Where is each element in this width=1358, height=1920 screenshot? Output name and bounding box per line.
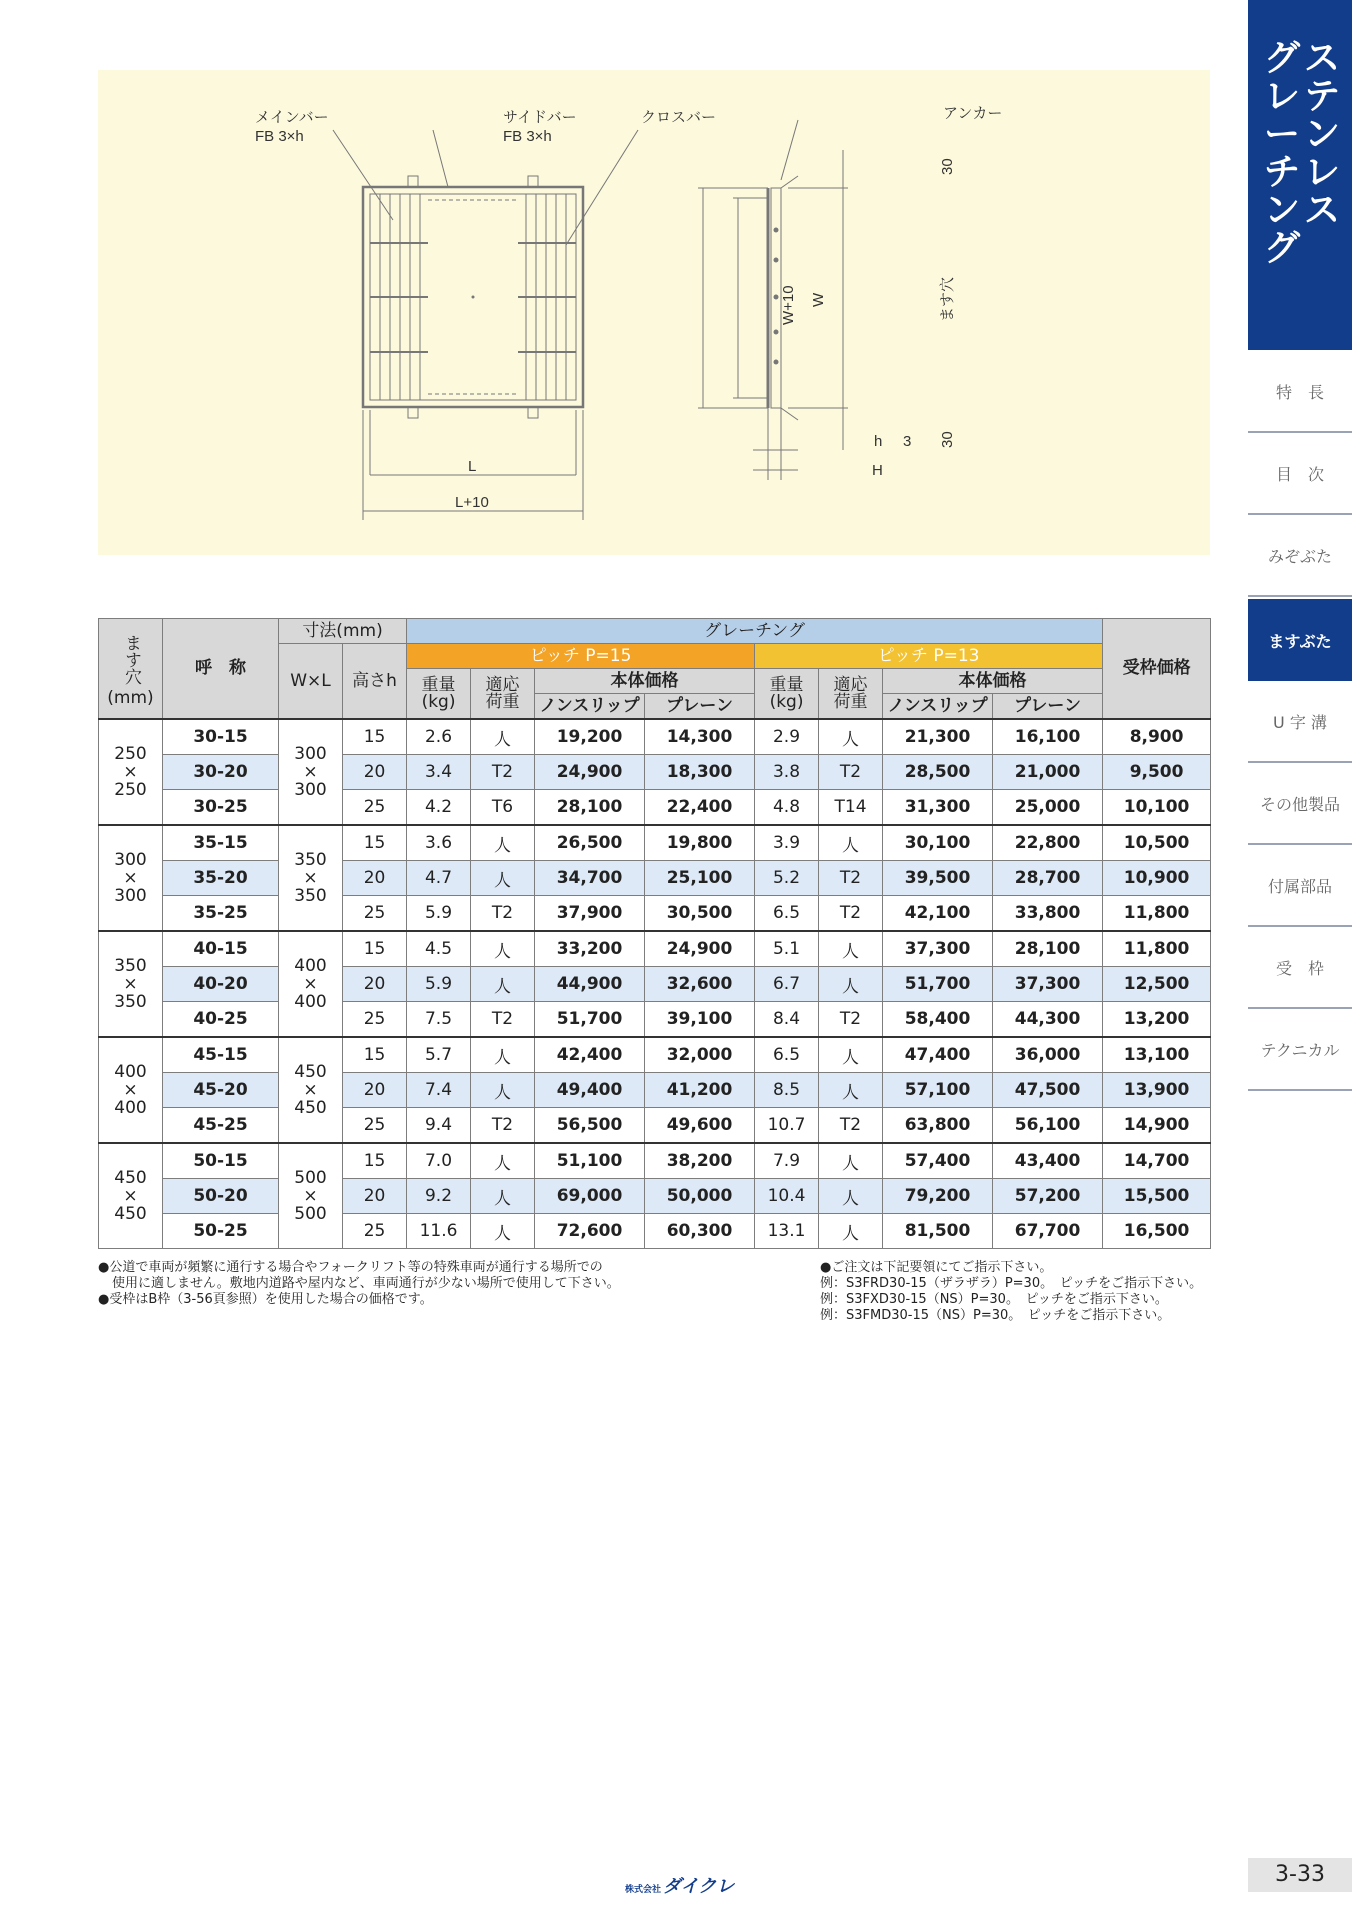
header-wl: W×L	[279, 644, 343, 720]
load13-cell: 人	[819, 967, 883, 1002]
header-load-label2: 荷重	[833, 691, 868, 712]
table-row	[99, 1179, 1211, 1214]
frame-price-cell: 16,500	[1103, 1214, 1211, 1249]
dim-h: h	[874, 433, 883, 450]
plain13-cell: 57,200	[993, 1179, 1103, 1214]
weight13-cell: 7.9	[755, 1143, 819, 1179]
nonslip13-cell: 63,800	[883, 1108, 993, 1144]
load13-cell: T14	[819, 790, 883, 826]
plain13-cell: 25,000	[993, 790, 1103, 826]
product-code-cell: 30-15	[163, 719, 279, 755]
dim-W10: W+10	[780, 285, 797, 325]
weight15-cell: 11.6	[407, 1214, 471, 1249]
frame-price-cell: 11,800	[1103, 896, 1211, 932]
label-cross-bar: クロスバー	[641, 109, 717, 126]
frame-price-cell: 12,500	[1103, 967, 1211, 1002]
table-row	[99, 1037, 1211, 1073]
notes-right	[820, 1260, 1202, 1324]
product-code-cell: 50-25	[163, 1214, 279, 1249]
nonslip13-cell: 42,100	[883, 896, 993, 932]
wl-size-text: 350	[294, 850, 327, 870]
table-row	[99, 719, 1211, 755]
nonslip15-cell: 37,900	[535, 896, 645, 932]
masu-size-text: ×	[123, 762, 138, 782]
frame-price-cell: 11,800	[1103, 931, 1211, 967]
sidebar	[1248, 0, 1358, 1920]
label-side-bar: サイドバー	[503, 109, 577, 126]
label-main-bar: メインバー	[255, 109, 329, 126]
product-code-cell: 30-20	[163, 755, 279, 790]
header-mm: (mm)	[107, 688, 154, 708]
header-kg-label: (kg)	[769, 691, 804, 712]
header-masu-text: ます穴	[121, 633, 141, 685]
masu-size-cell	[99, 1143, 163, 1249]
masu-size-text: 450	[114, 1168, 147, 1188]
height-cell: 20	[343, 967, 407, 1002]
weight15-cell: 3.6	[407, 825, 471, 861]
weight15-cell: 5.9	[407, 967, 471, 1002]
header-load-13	[819, 669, 883, 720]
height-cell: 20	[343, 1073, 407, 1108]
header-weight-label: 重量	[769, 674, 804, 695]
sidebar-item-u-channel[interactable]: U 字 溝	[1248, 681, 1352, 763]
nonslip13-cell: 39,500	[883, 861, 993, 896]
weight15-cell: 7.4	[407, 1073, 471, 1108]
product-code-cell: 35-20	[163, 861, 279, 896]
nonslip15-cell: 44,900	[535, 967, 645, 1002]
nonslip13-cell: 51,700	[883, 967, 993, 1002]
note-line: ●公道で車両が頻繁に通行する場合やフォークリフト等の特殊車両が通行する場所での	[98, 1260, 603, 1275]
frame-price-cell: 9,500	[1103, 755, 1211, 790]
weight13-cell: 5.2	[755, 861, 819, 896]
load15-cell: 人	[471, 1179, 535, 1214]
dim-H: H	[872, 462, 883, 479]
header-price-15: 本体価格	[535, 669, 755, 694]
note-line: 例：S3FMD30-15（NS）P=30。 ピッチをご指示下さい。	[820, 1308, 1171, 1323]
nonslip13-cell: 47,400	[883, 1037, 993, 1073]
product-code-cell: 30-25	[163, 790, 279, 826]
plain15-cell: 19,800	[645, 825, 755, 861]
weight15-cell: 7.0	[407, 1143, 471, 1179]
table-row	[99, 861, 1211, 896]
note-line: 使用に適しません。敷地内道路や屋内など、車両通行が少ない場所で使用して下さい。	[112, 1276, 620, 1291]
load15-cell: 人	[471, 1214, 535, 1249]
header-weight-label: 重量	[421, 674, 456, 695]
masu-size-text: 350	[114, 956, 147, 976]
wl-size-text: ×	[303, 974, 318, 994]
height-cell: 20	[343, 755, 407, 790]
wl-size-text: 400	[294, 992, 327, 1012]
nonslip15-cell: 49,400	[535, 1073, 645, 1108]
company-name: ダイクレ	[663, 1876, 735, 1897]
dim-30-top: 30	[939, 158, 956, 175]
header-load-label1: 適応	[485, 674, 520, 695]
nonslip13-cell: 31,300	[883, 790, 993, 826]
masu-size-text: 400	[114, 1062, 147, 1082]
wl-size-cell	[279, 719, 343, 825]
load13-cell: 人	[819, 825, 883, 861]
header-nonslip-13: ノンスリップ	[883, 694, 993, 720]
plain13-cell: 37,300	[993, 967, 1103, 1002]
height-cell: 25	[343, 790, 407, 826]
wl-size-text: ×	[303, 1080, 318, 1100]
weight15-cell: 4.5	[407, 931, 471, 967]
wl-size-text: ×	[303, 868, 318, 888]
plain15-cell: 38,200	[645, 1143, 755, 1179]
plain13-cell: 47,500	[993, 1073, 1103, 1108]
plain15-cell: 50,000	[645, 1179, 755, 1214]
nonslip13-cell: 57,100	[883, 1073, 993, 1108]
load15-cell: T2	[471, 1002, 535, 1038]
frame-price-cell: 10,500	[1103, 825, 1211, 861]
load13-cell: T2	[819, 1002, 883, 1038]
frame-price-cell: 8,900	[1103, 719, 1211, 755]
plain15-cell: 22,400	[645, 790, 755, 826]
height-cell: 25	[343, 896, 407, 932]
plain13-cell: 43,400	[993, 1143, 1103, 1179]
weight13-cell: 13.1	[755, 1214, 819, 1249]
height-cell: 15	[343, 1143, 407, 1179]
wl-size-text: 500	[294, 1168, 327, 1188]
weight13-cell: 10.4	[755, 1179, 819, 1214]
height-cell: 15	[343, 825, 407, 861]
wl-size-text: 300	[294, 780, 327, 800]
load15-cell: 人	[471, 1143, 535, 1179]
header-height: 高さh	[343, 644, 407, 720]
frame-price-cell: 13,100	[1103, 1037, 1211, 1073]
plain15-cell: 39,100	[645, 1002, 755, 1038]
wl-size-text: 500	[294, 1204, 327, 1224]
notes-left	[98, 1260, 620, 1308]
nonslip13-cell: 81,500	[883, 1214, 993, 1249]
plain13-cell: 67,700	[993, 1214, 1103, 1249]
company-prefix: 株式会社	[625, 1885, 662, 1895]
wl-size-text: 450	[294, 1062, 327, 1082]
height-cell: 25	[343, 1214, 407, 1249]
header-load-label2: 荷重	[485, 691, 520, 712]
height-cell: 25	[343, 1108, 407, 1144]
sidebar-item-masubuta[interactable]: ますぶた	[1248, 599, 1352, 681]
masu-size-text: ×	[123, 1186, 138, 1206]
nonslip15-cell: 51,700	[535, 1002, 645, 1038]
load13-cell: T2	[819, 896, 883, 932]
weight13-cell: 6.7	[755, 967, 819, 1002]
dim-W: W	[810, 292, 827, 307]
sidebar-title-line1: ステンレス	[1303, 38, 1340, 231]
weight13-cell: 10.7	[755, 1108, 819, 1144]
sidebar-item-mizobuta[interactable]: みぞぶた	[1248, 515, 1352, 597]
masu-size-text: 450	[114, 1204, 147, 1224]
load15-cell: T2	[471, 755, 535, 790]
plain15-cell: 18,300	[645, 755, 755, 790]
note-line: 例：S3FXD30-15（NS）P=30。 ピッチをご指示下さい。	[820, 1292, 1168, 1307]
header-plain-13: プレーン	[993, 694, 1103, 720]
load15-cell: T2	[471, 896, 535, 932]
height-cell: 15	[343, 931, 407, 967]
wl-size-cell	[279, 825, 343, 931]
note-line: 例：S3FRD30-15（ザラザラ）P=30。 ピッチをご指示下さい。	[820, 1276, 1203, 1291]
dim-30-bottom: 30	[939, 431, 956, 448]
plain15-cell: 32,000	[645, 1037, 755, 1073]
sidebar-item-accessories[interactable]: 付属部品	[1248, 845, 1352, 927]
wl-size-cell	[279, 931, 343, 1037]
height-cell: 25	[343, 1002, 407, 1038]
header-plain-15: プレーン	[645, 694, 755, 720]
wl-size-text: 400	[294, 956, 327, 976]
load13-cell: 人	[819, 931, 883, 967]
weight13-cell: 8.5	[755, 1073, 819, 1108]
table-row	[99, 755, 1211, 790]
masu-size-text: 350	[114, 992, 147, 1012]
header-grating: グレーチング	[407, 619, 1103, 644]
plain13-cell: 56,100	[993, 1108, 1103, 1144]
table-body	[99, 719, 1211, 1249]
table-row	[99, 1108, 1211, 1144]
height-cell: 15	[343, 719, 407, 755]
plain13-cell: 36,000	[993, 1037, 1103, 1073]
load15-cell: 人	[471, 825, 535, 861]
product-code-cell: 45-15	[163, 1037, 279, 1073]
product-code-cell: 45-25	[163, 1108, 279, 1144]
nonslip13-cell: 30,100	[883, 825, 993, 861]
dim-3: 3	[903, 433, 912, 450]
product-code-cell: 40-15	[163, 931, 279, 967]
load13-cell: 人	[819, 1143, 883, 1179]
masu-size-cell	[99, 719, 163, 825]
weight13-cell: 4.8	[755, 790, 819, 826]
table-row	[99, 1214, 1211, 1249]
weight15-cell: 2.6	[407, 719, 471, 755]
dim-L10: L+10	[455, 494, 489, 511]
weight15-cell: 9.2	[407, 1179, 471, 1214]
load15-cell: 人	[471, 719, 535, 755]
sidebar-title	[1248, 0, 1352, 350]
note-line: ●ご注文は下記要領にてご指示下さい。	[820, 1260, 1053, 1275]
frame-price-cell: 10,100	[1103, 790, 1211, 826]
plain13-cell: 44,300	[993, 1002, 1103, 1038]
weight15-cell: 7.5	[407, 1002, 471, 1038]
product-code-cell: 50-15	[163, 1143, 279, 1179]
dim-L: L	[468, 458, 477, 475]
table-row	[99, 931, 1211, 967]
label-side-bar-spec: FB 3×h	[503, 128, 552, 145]
weight13-cell: 2.9	[755, 719, 819, 755]
weight15-cell: 4.7	[407, 861, 471, 896]
table-row	[99, 896, 1211, 932]
plain15-cell: 41,200	[645, 1073, 755, 1108]
masu-size-cell	[99, 825, 163, 931]
masu-size-text: ×	[123, 868, 138, 888]
price-table	[98, 618, 1211, 1249]
sidebar-item-features[interactable]: 特 長	[1248, 351, 1352, 433]
plain15-cell: 30,500	[645, 896, 755, 932]
load15-cell: 人	[471, 1037, 535, 1073]
plain13-cell: 16,100	[993, 719, 1103, 755]
header-weight-15	[407, 669, 471, 720]
nonslip15-cell: 26,500	[535, 825, 645, 861]
masu-size-text: ×	[123, 974, 138, 994]
nonslip13-cell: 28,500	[883, 755, 993, 790]
header-pitch15: ピッチ P=15	[407, 644, 755, 669]
sidebar-item-other-products[interactable]: その他製品	[1248, 763, 1352, 845]
load13-cell: T2	[819, 861, 883, 896]
nonslip15-cell: 19,200	[535, 719, 645, 755]
sidebar-item-technical[interactable]: テクニカル	[1248, 1009, 1352, 1091]
label-main-bar-spec: FB 3×h	[255, 128, 304, 145]
load13-cell: T2	[819, 755, 883, 790]
load15-cell: 人	[471, 931, 535, 967]
load13-cell: 人	[819, 1037, 883, 1073]
header-load-15	[471, 669, 535, 720]
load13-cell: 人	[819, 1214, 883, 1249]
product-code-cell: 35-25	[163, 896, 279, 932]
header-price-13: 本体価格	[883, 669, 1103, 694]
weight15-cell: 9.4	[407, 1108, 471, 1144]
masu-size-text: 250	[114, 744, 147, 764]
header-load-label1: 適応	[833, 674, 868, 695]
table-row	[99, 967, 1211, 1002]
sidebar-item-frame[interactable]: 受 枠	[1248, 927, 1352, 1009]
header-kg-label: (kg)	[421, 691, 456, 712]
load13-cell: T2	[819, 1108, 883, 1144]
table-row	[99, 1002, 1211, 1038]
frame-price-cell: 15,500	[1103, 1179, 1211, 1214]
wl-size-text: ×	[303, 1186, 318, 1206]
weight13-cell: 8.4	[755, 1002, 819, 1038]
wl-size-text: 300	[294, 744, 327, 764]
weight13-cell: 6.5	[755, 896, 819, 932]
nonslip15-cell: 28,100	[535, 790, 645, 826]
nonslip15-cell: 56,500	[535, 1108, 645, 1144]
product-code-cell: 40-25	[163, 1002, 279, 1038]
nonslip15-cell: 51,100	[535, 1143, 645, 1179]
masu-size-text: 400	[114, 1098, 147, 1118]
weight15-cell: 4.2	[407, 790, 471, 826]
nonslip15-cell: 42,400	[535, 1037, 645, 1073]
height-cell: 20	[343, 1179, 407, 1214]
product-code-cell: 35-15	[163, 825, 279, 861]
weight13-cell: 3.8	[755, 755, 819, 790]
wl-size-cell	[279, 1037, 343, 1143]
masu-size-text: 300	[114, 850, 147, 870]
frame-price-cell: 13,900	[1103, 1073, 1211, 1108]
weight13-cell: 6.5	[755, 1037, 819, 1073]
label-anchor: アンカー	[943, 105, 1003, 122]
weight15-cell: 5.9	[407, 896, 471, 932]
plain13-cell: 33,800	[993, 896, 1103, 932]
header-name: 呼 称	[163, 619, 279, 720]
table-row	[99, 825, 1211, 861]
frame-price-cell: 14,700	[1103, 1143, 1211, 1179]
plain15-cell: 32,600	[645, 967, 755, 1002]
weight15-cell: 5.7	[407, 1037, 471, 1073]
header-frame-price: 受枠価格	[1103, 619, 1211, 720]
plain15-cell: 49,600	[645, 1108, 755, 1144]
header-weight-13	[755, 669, 819, 720]
load15-cell: 人	[471, 861, 535, 896]
plain13-cell: 28,100	[993, 931, 1103, 967]
plain15-cell: 60,300	[645, 1214, 755, 1249]
height-cell: 15	[343, 1037, 407, 1073]
load15-cell: 人	[471, 1073, 535, 1108]
masu-size-cell	[99, 931, 163, 1037]
nonslip13-cell: 79,200	[883, 1179, 993, 1214]
masu-size-text: 300	[114, 886, 147, 906]
plain13-cell: 22,800	[993, 825, 1103, 861]
weight15-cell: 3.4	[407, 755, 471, 790]
sidebar-title-line2: グレーチング	[1263, 38, 1300, 269]
frame-price-cell: 13,200	[1103, 1002, 1211, 1038]
load13-cell: 人	[819, 719, 883, 755]
load13-cell: 人	[819, 1073, 883, 1108]
header-nonslip-15: ノンスリップ	[535, 694, 645, 720]
load15-cell: 人	[471, 967, 535, 1002]
nonslip15-cell: 69,000	[535, 1179, 645, 1214]
table-row	[99, 790, 1211, 826]
nonslip15-cell: 34,700	[535, 861, 645, 896]
nonslip13-cell: 37,300	[883, 931, 993, 967]
load15-cell: T6	[471, 790, 535, 826]
weight13-cell: 3.9	[755, 825, 819, 861]
sidebar-item-contents[interactable]: 目 次	[1248, 433, 1352, 515]
wl-size-text: ×	[303, 762, 318, 782]
header-pitch13: ピッチ P=13	[755, 644, 1103, 669]
nonslip13-cell: 58,400	[883, 1002, 993, 1038]
plain15-cell: 24,900	[645, 931, 755, 967]
height-cell: 20	[343, 861, 407, 896]
product-code-cell: 40-20	[163, 967, 279, 1002]
note-line: ●受枠はB枠（3-56頁参照）を使用した場合の価格です。	[98, 1292, 433, 1307]
masu-size-text: ×	[123, 1080, 138, 1100]
product-code-cell: 50-20	[163, 1179, 279, 1214]
header-masu	[99, 619, 163, 720]
page-number: 3-33	[1248, 1858, 1352, 1892]
wl-size-cell	[279, 1143, 343, 1249]
load13-cell: 人	[819, 1179, 883, 1214]
wl-size-text: 450	[294, 1098, 327, 1118]
nonslip15-cell: 72,600	[535, 1214, 645, 1249]
masu-size-cell	[99, 1037, 163, 1143]
table-row	[99, 1073, 1211, 1108]
plain15-cell: 14,300	[645, 719, 755, 755]
weight13-cell: 5.1	[755, 931, 819, 967]
product-code-cell: 45-20	[163, 1073, 279, 1108]
nonslip13-cell: 57,400	[883, 1143, 993, 1179]
plain13-cell: 28,700	[993, 861, 1103, 896]
plain15-cell: 25,100	[645, 861, 755, 896]
frame-price-cell: 10,900	[1103, 861, 1211, 896]
header-dim: 寸法(mm)	[279, 619, 407, 644]
wl-size-text: 350	[294, 886, 327, 906]
company-logo	[625, 1872, 734, 1898]
dim-masu: ます穴	[939, 276, 956, 322]
nonslip15-cell: 24,900	[535, 755, 645, 790]
masu-size-text: 250	[114, 780, 147, 800]
table-row	[99, 1143, 1211, 1179]
load15-cell: T2	[471, 1108, 535, 1144]
nonslip13-cell: 21,300	[883, 719, 993, 755]
plain13-cell: 21,000	[993, 755, 1103, 790]
nonslip15-cell: 33,200	[535, 931, 645, 967]
frame-price-cell: 14,900	[1103, 1108, 1211, 1144]
technical-drawing	[98, 70, 1210, 555]
